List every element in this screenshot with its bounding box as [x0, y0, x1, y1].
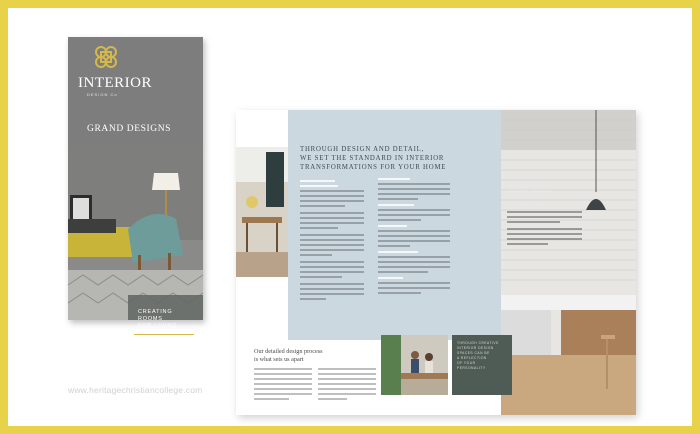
brand-name: INTERIOR	[78, 75, 152, 91]
living-room-photo	[68, 145, 203, 320]
brochure-spread	[236, 110, 636, 415]
body-text-column-left	[300, 180, 364, 303]
body-text-column-right	[378, 178, 450, 297]
people-photo	[381, 335, 448, 395]
bottom-heading-line: Our detailed design process	[254, 348, 323, 355]
quote-text	[457, 341, 499, 371]
gold-rule	[134, 334, 194, 335]
callout-heading	[507, 183, 582, 208]
cover-headline: GRAND DESIGNS	[87, 124, 172, 134]
heading-line: THROUGH DESIGN AND DETAIL,	[300, 146, 425, 153]
quote-line: A REFLECTION	[457, 356, 487, 360]
callout-line: THAT CATER TO	[507, 195, 552, 201]
quote-line: THROUGH CREATIVE	[457, 341, 499, 345]
quote-box	[452, 335, 512, 395]
bottom-text-left	[254, 368, 312, 403]
kitchen-photo-right	[501, 110, 636, 415]
watermark-text: www.heritagechristiancollege.com	[68, 385, 203, 395]
callout-line: CREATE SPACES	[507, 189, 552, 195]
callout-line: INDIVIDUALS	[507, 201, 546, 207]
info-panel	[288, 110, 501, 340]
callout-line: IT'S IDEAL TO	[507, 183, 547, 188]
tagline-line: ROOMS	[138, 316, 163, 322]
kitchen-photo-left	[236, 147, 288, 277]
tagline-line: FOR LIVING	[138, 323, 178, 329]
heading-line: TRANSFORMATIONS FOR YOUR HOME	[300, 164, 447, 171]
logo-icon	[92, 43, 120, 71]
tagline-line: CREATING	[138, 309, 173, 315]
callout-body	[507, 211, 582, 245]
cover-tagline	[138, 309, 177, 330]
bottom-heading-line: is what sets us apart	[254, 356, 304, 363]
panel-heading	[300, 145, 446, 172]
bottom-text-right	[318, 368, 376, 403]
quote-line: INTERIOR DESIGN	[457, 346, 494, 350]
right-panel-callout	[507, 183, 582, 245]
brand-subtitle: DESIGN Co	[87, 92, 118, 97]
quote-line: PERSONALITY	[457, 366, 486, 370]
heading-line: WE SET THE STANDARD IN INTERIOR	[300, 155, 445, 162]
quote-line: OF YOUR	[457, 361, 476, 365]
quote-line: SPACES CAN BE	[457, 351, 490, 355]
bottom-heading	[254, 348, 323, 364]
brochure-cover	[68, 37, 203, 329]
